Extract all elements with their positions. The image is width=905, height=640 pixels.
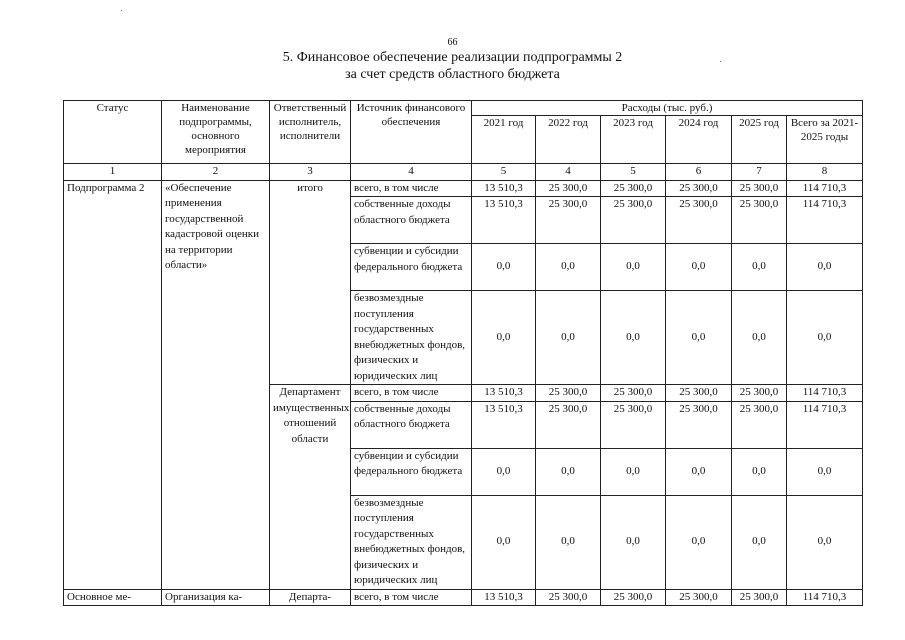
column-number: 6 — [666, 164, 732, 181]
subprogram-name: «Обеспечение применения государственной кадастровой оценки на территории области» — [162, 180, 270, 589]
value-2023: 0,0 — [601, 495, 666, 589]
subprogram-status: Подпрограмма 2 — [64, 180, 162, 589]
value-2023: 25 300,0 — [601, 385, 666, 402]
column-number: 1 — [64, 164, 162, 181]
value-2022: 25 300,0 — [536, 385, 601, 402]
page-title — [0, 49, 905, 83]
column-number: 5 — [601, 164, 666, 181]
value-2021: 0,0 — [472, 291, 536, 385]
header-name: Наименование подпрограммы, основного мероприятия — [162, 101, 270, 164]
scan-speck — [720, 61, 721, 62]
value-2025: 0,0 — [732, 291, 787, 385]
column-number: 2 — [162, 164, 270, 181]
value-2025: 0,0 — [732, 244, 787, 291]
value-2021: 13 510,3 — [472, 385, 536, 402]
value-total: 0,0 — [787, 495, 863, 589]
page-number: 66 — [447, 37, 458, 48]
header-year-2023: 2023 год — [601, 116, 666, 164]
scan-speck — [121, 10, 122, 11]
value-2023: 25 300,0 — [601, 197, 666, 244]
value-2023: 25 300,0 — [601, 589, 666, 606]
value-total: 114 710,3 — [787, 589, 863, 606]
value-2024: 0,0 — [666, 495, 732, 589]
value-2022: 0,0 — [536, 448, 601, 495]
value-2021: 13 510,3 — [472, 180, 536, 197]
value-2021: 0,0 — [472, 495, 536, 589]
header-source: Источник финансового обеспечения — [351, 101, 472, 164]
column-number: 8 — [787, 164, 863, 181]
value-2025: 25 300,0 — [732, 589, 787, 606]
value-2024: 25 300,0 — [666, 385, 732, 402]
source-cell: собственные доходы областного бюджета — [351, 401, 472, 448]
main-event-status: Основное ме- — [64, 589, 162, 606]
value-total: 114 710,3 — [787, 401, 863, 448]
column-number: 4 — [351, 164, 472, 181]
source-cell: безвозмездные поступления государственных внебюджетных фондов, физических и юридических лиц — [351, 495, 472, 589]
header-responsible: Ответственный исполнитель, исполнители — [270, 101, 351, 164]
title-line-2: за счет средств областного бюджета — [345, 67, 560, 82]
value-total: 114 710,3 — [787, 385, 863, 402]
header-expenses: Расходы (тыс. руб.) — [472, 101, 863, 116]
value-2024: 25 300,0 — [666, 401, 732, 448]
value-total: 114 710,3 — [787, 197, 863, 244]
header-total: Всего за 2021-2025 годы — [787, 116, 863, 164]
table-row — [64, 180, 863, 197]
column-number-row — [64, 164, 863, 181]
value-2021: 13 510,3 — [472, 197, 536, 244]
value-2025: 25 300,0 — [732, 385, 787, 402]
source-cell: собственные доходы областного бюджета — [351, 197, 472, 244]
value-2022: 25 300,0 — [536, 589, 601, 606]
column-number: 5 — [472, 164, 536, 181]
value-2021: 0,0 — [472, 448, 536, 495]
value-2021: 13 510,3 — [472, 401, 536, 448]
financing-table — [63, 100, 863, 606]
value-2022: 0,0 — [536, 244, 601, 291]
value-2024: 25 300,0 — [666, 180, 732, 197]
column-number: 4 — [536, 164, 601, 181]
value-2025: 0,0 — [732, 448, 787, 495]
value-2023: 25 300,0 — [601, 401, 666, 448]
source-cell: всего, в том числе — [351, 589, 472, 606]
value-2023: 0,0 — [601, 448, 666, 495]
value-2021: 13 510,3 — [472, 589, 536, 606]
value-2022: 25 300,0 — [536, 401, 601, 448]
header-status: Статус — [64, 101, 162, 164]
header-year-2024: 2024 год — [666, 116, 732, 164]
title-line-1: 5. Финансовое обеспечение реализации подпрограммы 2 — [282, 50, 623, 65]
value-2025: 25 300,0 — [732, 180, 787, 197]
value-2023: 25 300,0 — [601, 180, 666, 197]
value-2022: 0,0 — [536, 495, 601, 589]
value-2022: 25 300,0 — [536, 180, 601, 197]
responsible-department: Департамент имущественных отношений области — [270, 385, 351, 590]
value-2025: 25 300,0 — [732, 401, 787, 448]
value-2021: 0,0 — [472, 244, 536, 291]
value-2024: 0,0 — [666, 244, 732, 291]
value-total: 0,0 — [787, 244, 863, 291]
value-total: 0,0 — [787, 448, 863, 495]
value-total: 0,0 — [787, 291, 863, 385]
value-2025: 0,0 — [732, 495, 787, 589]
main-event-responsible: Департа- — [270, 589, 351, 606]
value-2022: 0,0 — [536, 291, 601, 385]
responsible-total: итого — [270, 180, 351, 385]
main-event-name: Организация ка- — [162, 589, 270, 606]
header-year-2025: 2025 год — [732, 116, 787, 164]
value-2024: 25 300,0 — [666, 197, 732, 244]
value-2023: 0,0 — [601, 291, 666, 385]
value-total: 114 710,3 — [787, 180, 863, 197]
header-row — [64, 101, 863, 116]
value-2024: 25 300,0 — [666, 589, 732, 606]
header-year-2022: 2022 год — [536, 116, 601, 164]
header-year-2021: 2021 год — [472, 116, 536, 164]
column-number: 7 — [732, 164, 787, 181]
source-cell: субвенции и субсидии федерального бюджета — [351, 448, 472, 495]
source-cell: всего, в том числе — [351, 180, 472, 197]
value-2024: 0,0 — [666, 448, 732, 495]
source-cell: всего, в том числе — [351, 385, 472, 402]
source-cell: субвенции и субсидии федерального бюджета — [351, 244, 472, 291]
value-2023: 0,0 — [601, 244, 666, 291]
table-row — [64, 589, 863, 606]
source-cell: безвозмездные поступления государственных внебюджетных фондов, физических и юридических лиц — [351, 291, 472, 385]
value-2025: 25 300,0 — [732, 197, 787, 244]
value-2022: 25 300,0 — [536, 197, 601, 244]
value-2024: 0,0 — [666, 291, 732, 385]
column-number: 3 — [270, 164, 351, 181]
